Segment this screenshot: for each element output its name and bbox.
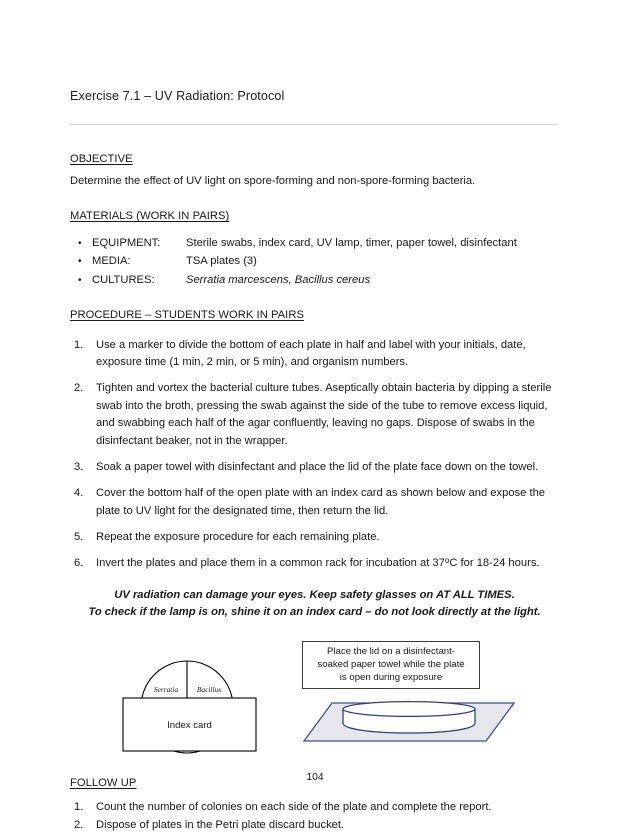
page-number: 104 <box>306 772 324 783</box>
materials-list <box>70 234 559 289</box>
procedure-step-text <box>96 555 559 572</box>
petri-dish-rim <box>343 702 475 717</box>
lid-callout-text <box>311 646 470 684</box>
list-item <box>70 252 559 270</box>
materials-item-value: Sterile swabs, index card, UV lamp, timer, paper towel, disinfectant <box>186 237 517 250</box>
materials-item-label: CULTURES: <box>92 273 155 286</box>
follow-up-step-text: Dispose of plates in the Petri plate discard bucket. <box>96 819 345 832</box>
bullet-icon: • <box>78 274 82 286</box>
index-card-label: Index card <box>167 720 212 732</box>
lid-callout-line-1: Place the lid on a disinfectant- <box>326 646 455 658</box>
materials-item-value: TSA plates (3) <box>186 255 257 268</box>
procedure-step-text-before-sup: Invert the plates and place them in a common rack for incubation at 37 <box>96 557 445 570</box>
document-body <box>70 88 559 835</box>
list-marker: 1. <box>74 801 84 814</box>
procedure-step-text: Tighten and vortex the bacterial culture tubes. Aseptically obtain bacteria by dipping a sterile swab into the broth, pressing the swab against the side of the tube to remove excess liquid, and swabbing each half of the agar confluently, leaving no gaps. Dispose of swabs in the disinfectant beaker, not in the wrapper. <box>96 382 552 447</box>
materials-item-label: EQUIPMENT: <box>92 237 161 250</box>
list-item <box>70 529 559 546</box>
objective-heading: OBJECTIVE <box>70 153 133 166</box>
list-item <box>70 337 559 372</box>
procedure-step-text: Soak a paper towel with disinfectant and place the lid of the plate face down on the towel. <box>96 460 539 473</box>
plate-right-label: Bacillus <box>196 685 222 695</box>
procedure-heading: PROCEDURE – STUDENTS WORK IN PAIRS <box>70 308 304 321</box>
lid-callout-box <box>302 641 480 689</box>
list-item <box>70 234 559 252</box>
follow-up-heading: FOLLOW UP <box>70 777 137 790</box>
plate-index-card-diagram <box>102 639 302 755</box>
safety-warning <box>70 587 559 622</box>
materials-item-label: MEDIA: <box>92 255 131 268</box>
lid-callout-line-2: soaked paper towel while the plate <box>317 659 465 671</box>
list-marker: 2. <box>74 382 84 395</box>
procedure-list <box>70 337 559 573</box>
safety-warning-line-1: UV radiation can damage your eyes. Keep safety glasses on AT ALL TIMES. <box>114 588 515 601</box>
list-marker: 4. <box>74 487 84 500</box>
materials-item-value: Serratia marcescens, Bacillus cereus <box>186 273 371 286</box>
safety-warning-line-2: To check if the lamp is on, shine it on an index card – do not look directly at the light. <box>88 606 541 619</box>
procedure-step-text: Repeat the exposure procedure for each remaining plate. <box>96 530 380 543</box>
list-marker: 3. <box>74 460 84 473</box>
follow-up-step-text: Count the number of colonies on each side of the plate and complete the report. <box>96 801 492 814</box>
list-item <box>70 817 559 834</box>
list-item <box>70 485 559 520</box>
list-item <box>70 799 559 816</box>
title-divider <box>70 124 559 125</box>
list-marker: 1. <box>74 338 84 351</box>
materials-heading: MATERIALS (WORK IN PAIRS) <box>70 210 230 223</box>
degree-symbol: o <box>444 556 450 566</box>
list-item <box>70 380 559 449</box>
list-item <box>70 459 559 476</box>
follow-up-list <box>70 799 559 834</box>
lid-callout-line-3: is open during exposure <box>339 671 443 683</box>
list-marker: 6. <box>74 557 84 570</box>
list-item <box>70 555 559 572</box>
bullet-icon: • <box>78 256 82 268</box>
plate-left-label: Serratia <box>153 685 179 695</box>
procedure-step-text: Cover the bottom half of the open plate with an index card as shown below and expose the plate to UV light for the designated time, then return the lid. <box>96 487 546 517</box>
figure-area <box>70 637 559 755</box>
list-marker: 2. <box>74 819 84 832</box>
objective-text: Determine the effect of UV light on spore-forming and non-spore-forming bacteria. <box>70 175 476 188</box>
procedure-step-text-after-sup: C for 18-24 hours. <box>449 557 540 570</box>
page-title: Exercise 7.1 – UV Radiation: Protocol <box>70 89 285 103</box>
procedure-step-text: Use a marker to divide the bottom of each plate in half and label with your initials, date, exposure time (1 min, 2 min, or 5 min), and organism numbers. <box>96 338 526 369</box>
list-marker: 5. <box>74 530 84 543</box>
lid-on-towel-diagram <box>286 693 516 749</box>
list-item <box>70 271 559 289</box>
bullet-icon: • <box>78 238 82 250</box>
